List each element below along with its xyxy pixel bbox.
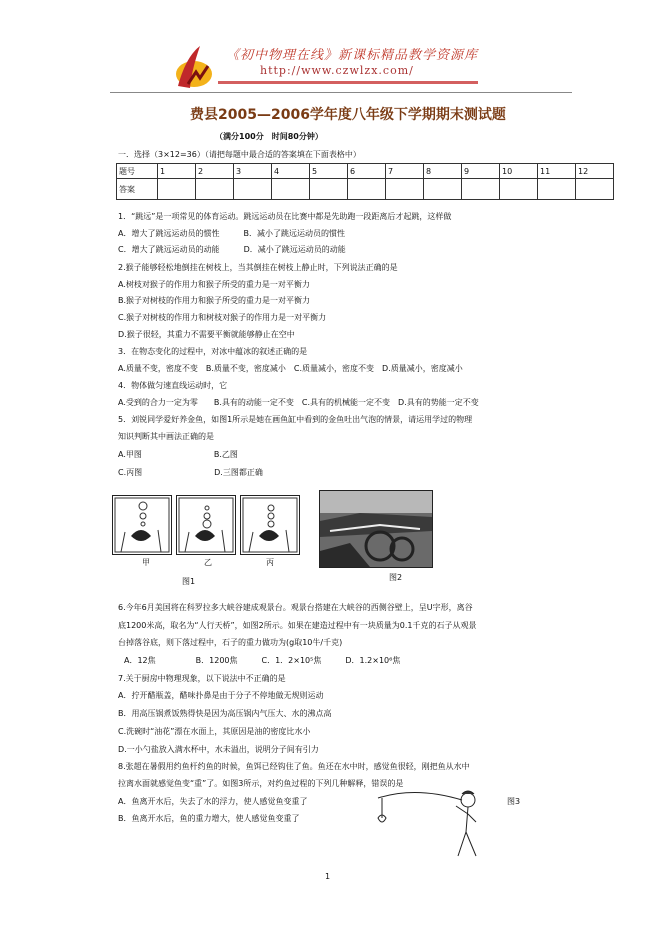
figure1-caption: 图1 [182, 577, 196, 586]
answer-cell[interactable] [234, 179, 272, 200]
answer-table [116, 163, 614, 200]
answer-cell[interactable] [576, 179, 614, 200]
page-number: 1 [325, 872, 331, 881]
figure1-panel-b [176, 495, 236, 555]
figure3-caption: 图3 [507, 797, 521, 806]
banner-url: http://www.czwlzx.com/ [260, 64, 414, 77]
figure1-label-c: 丙 [266, 558, 274, 567]
banner [170, 38, 500, 98]
answer-cell[interactable] [538, 179, 576, 200]
question-line: 台掉落谷底，则下落过程中，石子的重力做功为(g取10牛/千克) [118, 638, 343, 647]
fish-tank-icon [113, 496, 171, 554]
table-number-cell: 4 [272, 164, 310, 179]
answer-cell[interactable] [158, 179, 196, 200]
figure1-label-a: 甲 [142, 558, 150, 567]
canyon-skywalk-photo-icon [320, 491, 432, 567]
figure2-photo [319, 490, 433, 568]
answer-cell[interactable] [272, 179, 310, 200]
question-line: 底1200米高，取名为“人行天桥”，如图2所示。如果在建造过程中有一块质量为0.1千克的石子从观景 [118, 621, 477, 630]
score-time-line: （满分100分 时间80分钟） [215, 132, 323, 141]
fishing-boy-icon [376, 786, 486, 858]
answer-cell[interactable] [196, 179, 234, 200]
question-line: 5．刘锐同学爱好养金鱼，如图1所示是她在画鱼缸中看到的金鱼吐出气泡的情景，请运用学过的物理 [118, 415, 473, 424]
question-line: B．用高压锅煮饭熟得快是因为高压锅内气压大、水的沸点高 [118, 709, 332, 718]
figure2-caption: 图2 [389, 573, 403, 582]
table-number-cell: 10 [500, 164, 538, 179]
question-line: A.甲图 B.乙图 [118, 450, 238, 459]
answer-cell[interactable] [500, 179, 538, 200]
fish-tank-icon [177, 496, 235, 554]
question-line: A．拧开醋瓶盖，醋味扑鼻是由于分子不停地做无规则运动 [118, 691, 324, 700]
fish-tank-icon [241, 496, 299, 554]
question-line: B.猴子对树枝的作用力和猴子所受的重力是一对平衡力 [118, 296, 311, 305]
question-line: A．12焦 B．1200焦 C．1．2×10⁵焦 D．1.2×10⁶焦 [124, 656, 401, 665]
question-line: A．增大了跳远运动员的惯性 B．减小了跳远运动员的惯性 [118, 229, 345, 238]
table-number-cell: 5 [310, 164, 348, 179]
question-line: C.猴子对树枝的作用力和树枝对猴子的作用力是一对平衡力 [118, 313, 327, 322]
figure1-panel-a [112, 495, 172, 555]
answer-cell[interactable] [310, 179, 348, 200]
question-line: D.猴子很轻，其重力不需要平衡就能够静止在空中 [118, 330, 295, 339]
table-number-cell: 9 [462, 164, 500, 179]
table-number-cell: 2 [196, 164, 234, 179]
question-line: B．鱼离开水后，鱼的重力增大，使人感觉鱼变重了 [118, 814, 300, 823]
table-header-answer: 答案 [117, 179, 158, 200]
answer-table-answer-row [117, 179, 614, 200]
header-rule [110, 92, 572, 93]
figure1-label-b: 乙 [204, 558, 212, 567]
table-number-cell: 6 [348, 164, 386, 179]
question-line: A.质量不变，密度不变 B.质量不变，密度减小 C.质量减小，密度不变 D.质量减小，密度减小 [118, 364, 463, 373]
question-line: A．鱼离开水后，失去了水的浮力，使人感觉鱼变重了 [118, 797, 308, 806]
table-header-number: 题号 [117, 164, 158, 179]
table-number-cell: 7 [386, 164, 424, 179]
question-line: 6.今年6月美国将在科罗拉多大峡谷建成观景台。观景台搭建在大峡谷的西侧谷壁上，呈U字形，离谷 [118, 603, 473, 612]
banner-title: 《初中物理在线》新课标精品教学资源库 [226, 48, 479, 63]
answer-cell[interactable] [386, 179, 424, 200]
question-line: 3．在物态变化的过程中，对冰中蕴冰的叙述正确的是 [118, 347, 308, 356]
question-line: A.树枝对猴子的作用力和猴子所受的重力是一对平衡力 [118, 280, 310, 289]
table-number-cell: 11 [538, 164, 576, 179]
question-line: C.洗碗时“油花”漂在水面上，其原因是油的密度比水小 [118, 727, 311, 736]
table-number-cell: 3 [234, 164, 272, 179]
banner-underline [218, 81, 478, 84]
table-number-cell: 12 [576, 164, 614, 179]
exam-title: 费县2005—2006学年度八年级下学期期末测试题 [190, 107, 506, 123]
question-line: 拉离水面就感觉鱼变“重”了。如图3所示，对约鱼过程的下列几种解释，错误的是 [118, 779, 404, 788]
site-logo-icon [170, 44, 214, 92]
answer-cell[interactable] [348, 179, 386, 200]
table-number-cell: 1 [158, 164, 196, 179]
answer-cell[interactable] [462, 179, 500, 200]
question-line: 知识判断其中画法正确的是 [118, 432, 214, 441]
question-line: 8.张超在暑假用约鱼杆约鱼的时候，鱼饵已经钩住了鱼。鱼还在水中时，感觉鱼很轻，刚把鱼从水中 [118, 762, 470, 771]
question-line: C.丙图 D.三图都正确 [118, 468, 263, 477]
question-line: A.受到的合力一定为零 B.具有的动能一定不变 C.具有的机械能一定不变 D.具有的势能一定不变 [118, 398, 479, 407]
figure1-panel-c [240, 495, 300, 555]
question-line: 2.猴子能够轻松地倒挂在树枝上，当其倒挂在树枝上静止时，下列说法正确的是 [118, 263, 398, 272]
question-line: 4．物体做匀速直线运动时，它 [118, 381, 228, 390]
section-one-heading: 一．选择（3×12=36）（请把每题中最合适的答案填在下面表格中） [118, 150, 361, 159]
answer-table-number-row [117, 164, 614, 179]
question-line: 7.关于厨房中物理现象，以下说法中不正确的是 [118, 674, 286, 683]
question-line: D.一小勺盐放入满水杯中，水未溢出，说明分子间有引力 [118, 745, 319, 754]
table-number-cell: 8 [424, 164, 462, 179]
answer-cell[interactable] [424, 179, 462, 200]
question-line: C．增大了跳远运动员的动能 D．减小了跳远运动员的动能 [118, 245, 346, 254]
question-line: 1．“跳远”是一项常见的体育运动。跳远运动员在比赛中都是先助跑一段距离后才起跳，这样做 [118, 212, 452, 221]
